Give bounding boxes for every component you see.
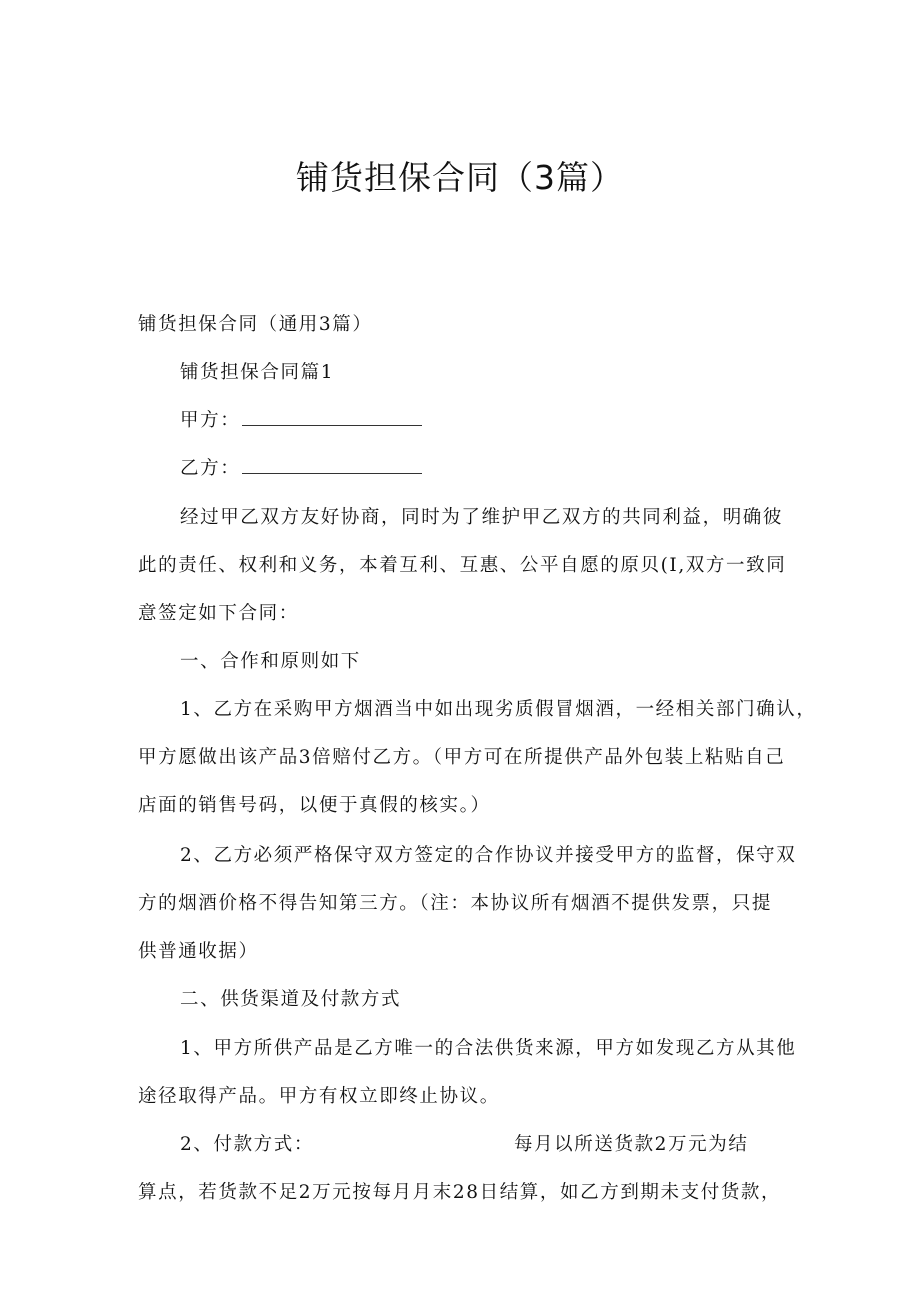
clause-line: 方的烟酒价格不得告知第三方。（注：本协议所有烟酒不提供发票，只提 [138, 893, 772, 914]
intro-line: 此的责任、权利和义务，本着互利、互惠、公平自愿的原贝(I,双方一致同 [138, 555, 787, 576]
clause-line: 1、乙方在采购甲方烟酒当中如出现劣质假冒烟酒，一经相关部门确认， [180, 699, 817, 720]
clause-heading-1: 一、合作和原则如下 [180, 651, 361, 672]
clause-line: 店面的销售号码，以便于真假的核实。） [138, 795, 491, 816]
clause-heading-2: 二、供货渠道及付款方式 [180, 989, 402, 1010]
clause-line: 算点，若货款不足2万元按每月月末28日结算，如乙方到期未支付货款， [138, 1182, 782, 1203]
party-a-line [180, 408, 422, 434]
intro-line: 意签定如下合同： [138, 603, 299, 624]
party-b-label: 乙方： [180, 458, 241, 479]
party-a-blank [242, 411, 422, 426]
document-title: 铺货担保合同（3篇） [296, 158, 624, 197]
clause-line: 2、乙方必须严格保守双方签定的合作协议并接受甲方的监督，保守双 [180, 845, 797, 866]
intro-line: 经过甲乙双方友好协商，同时为了维护甲乙双方的共同利益，明确彼 [180, 507, 784, 528]
payment-line [180, 1132, 748, 1158]
party-a-label: 甲方： [180, 410, 241, 431]
party-b-blank [242, 459, 422, 474]
payment-text: 每月以所送货款2万元为结 [513, 1134, 749, 1155]
clause-line: 甲方愿做出该产品3倍赔付乙方。（甲方可在所提供产品外包装上粘贴自己 [138, 747, 786, 768]
clause-line: 途径取得产品。甲方有权立即终止协议。 [138, 1086, 500, 1107]
clause-line: 供普通收据） [138, 941, 259, 962]
payment-label: 2、付款方式： [180, 1134, 314, 1155]
document-subtitle: 铺货担保合同（通用3篇） [138, 314, 373, 335]
clause-line: 1、甲方所供产品是乙方唯一的合法供货来源，甲方如发现乙方从其他 [180, 1038, 797, 1059]
section-heading: 铺货担保合同篇1 [180, 362, 335, 383]
party-b-line [180, 456, 422, 482]
